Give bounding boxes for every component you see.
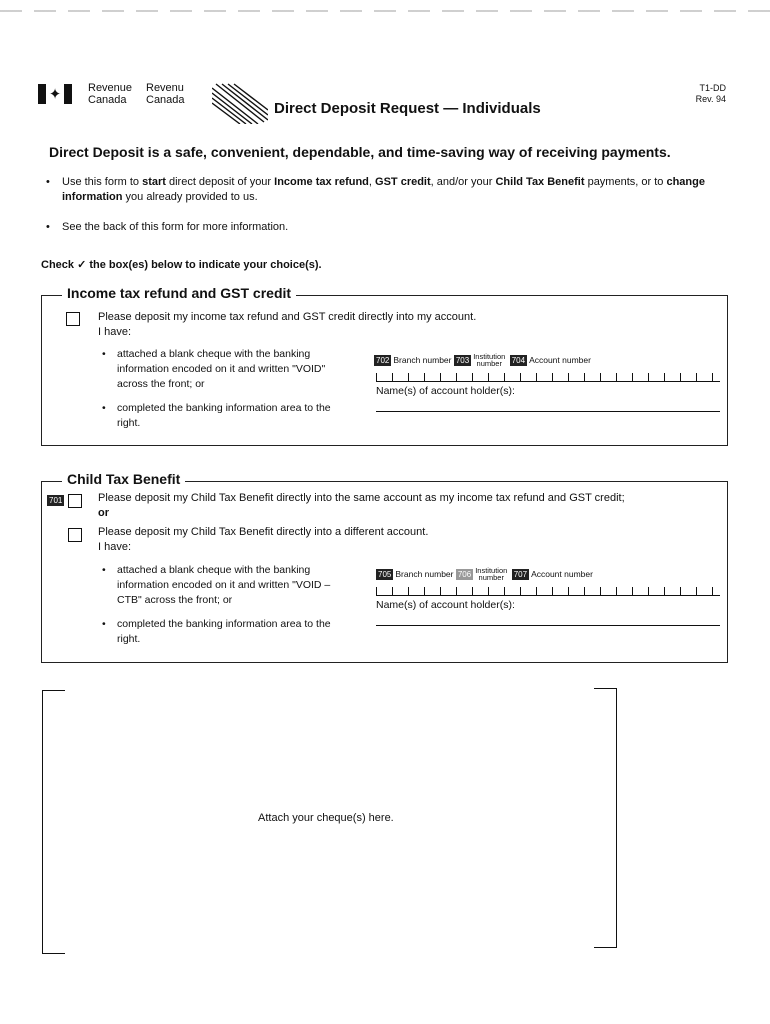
income-banking-number-field[interactable] xyxy=(376,373,720,382)
income-option-cheque: • attached a blank cheque with the banking information encoded on it and written "VOID" across the front; or xyxy=(102,348,326,390)
income-option-completed: • completed the banking information area to the right. xyxy=(102,402,331,429)
stripes-logo-icon xyxy=(212,82,268,124)
income-names-label: Name(s) of account holder(s): xyxy=(376,385,515,397)
code-704: 704 xyxy=(511,355,526,365)
ctb-same-account-checkbox[interactable] xyxy=(68,494,82,508)
top-perforation xyxy=(0,10,770,12)
code-701: 701 xyxy=(49,496,63,505)
ctb-option-completed: • completed the banking information area to the right. xyxy=(102,618,331,645)
ctb-section-title: Child Tax Benefit xyxy=(62,471,185,487)
code-702: 702 xyxy=(376,355,390,365)
bullet-see-back: • See the back of this form for more information. xyxy=(46,221,289,233)
income-deposit-checkbox[interactable] xyxy=(66,312,80,326)
attach-cheque-label: Attach your cheque(s) here. xyxy=(258,812,394,824)
check-instruction: Check ✓ the box(es) below to indicate your choice(s). xyxy=(41,259,322,271)
ctb-banking-header: 705 Branch number 706 Institution number 707 Account number xyxy=(378,566,593,582)
code-705: 705 xyxy=(378,569,392,579)
attach-bracket-left xyxy=(42,690,65,954)
code-703: 703 xyxy=(455,355,470,365)
income-banking-header: 702 Branch number 703 Institution number 704 Account number xyxy=(376,352,591,368)
ctb-names-label: Name(s) of account holder(s): xyxy=(376,599,515,611)
ctb-different-account-label: Please deposit my Child Tax Benefit directly into a different account. xyxy=(98,526,429,538)
attach-bracket-right xyxy=(594,688,617,948)
income-checkbox-label: Please deposit my income tax refund and GST credit directly into my account. xyxy=(98,311,477,323)
ctb-i-have: I have: xyxy=(98,541,132,553)
bullet-use-form: • Use this form to start direct deposit of your Income tax refund, GST credit, and/or your Child Tax Benefit payments, or to change information you already provided to us. xyxy=(46,176,705,203)
ctb-option-cheque: • attached a blank cheque with the banking information encoded on it and written "VOID – CTB" across the front; or xyxy=(102,564,331,606)
agency-name-english: Revenue Canada xyxy=(88,82,133,106)
income-section-title: Income tax refund and GST credit xyxy=(62,285,296,301)
income-names-field[interactable] xyxy=(376,411,720,412)
ctb-names-field[interactable] xyxy=(376,625,720,626)
agency-name-french: Revenu Canada xyxy=(146,82,185,106)
headline: Direct Deposit is a safe, convenient, dependable, and time-saving way of receiving payments. xyxy=(49,144,671,160)
code-706: 706 xyxy=(457,569,472,579)
code-707: 707 xyxy=(513,569,528,579)
ctb-different-account-checkbox[interactable] xyxy=(68,528,82,542)
canada-flag-icon: ✦ xyxy=(38,84,72,104)
form-code: T1-DD Rev. 94 xyxy=(695,83,726,104)
ctb-banking-number-field[interactable] xyxy=(376,587,720,596)
form-title: Direct Deposit Request — Individuals xyxy=(274,100,541,117)
ctb-same-account-label: Please deposit my Child Tax Benefit directly into the same account as my income tax refund and GST credit; xyxy=(98,492,625,504)
ctb-or: or xyxy=(98,507,109,519)
income-i-have: I have: xyxy=(98,326,132,338)
